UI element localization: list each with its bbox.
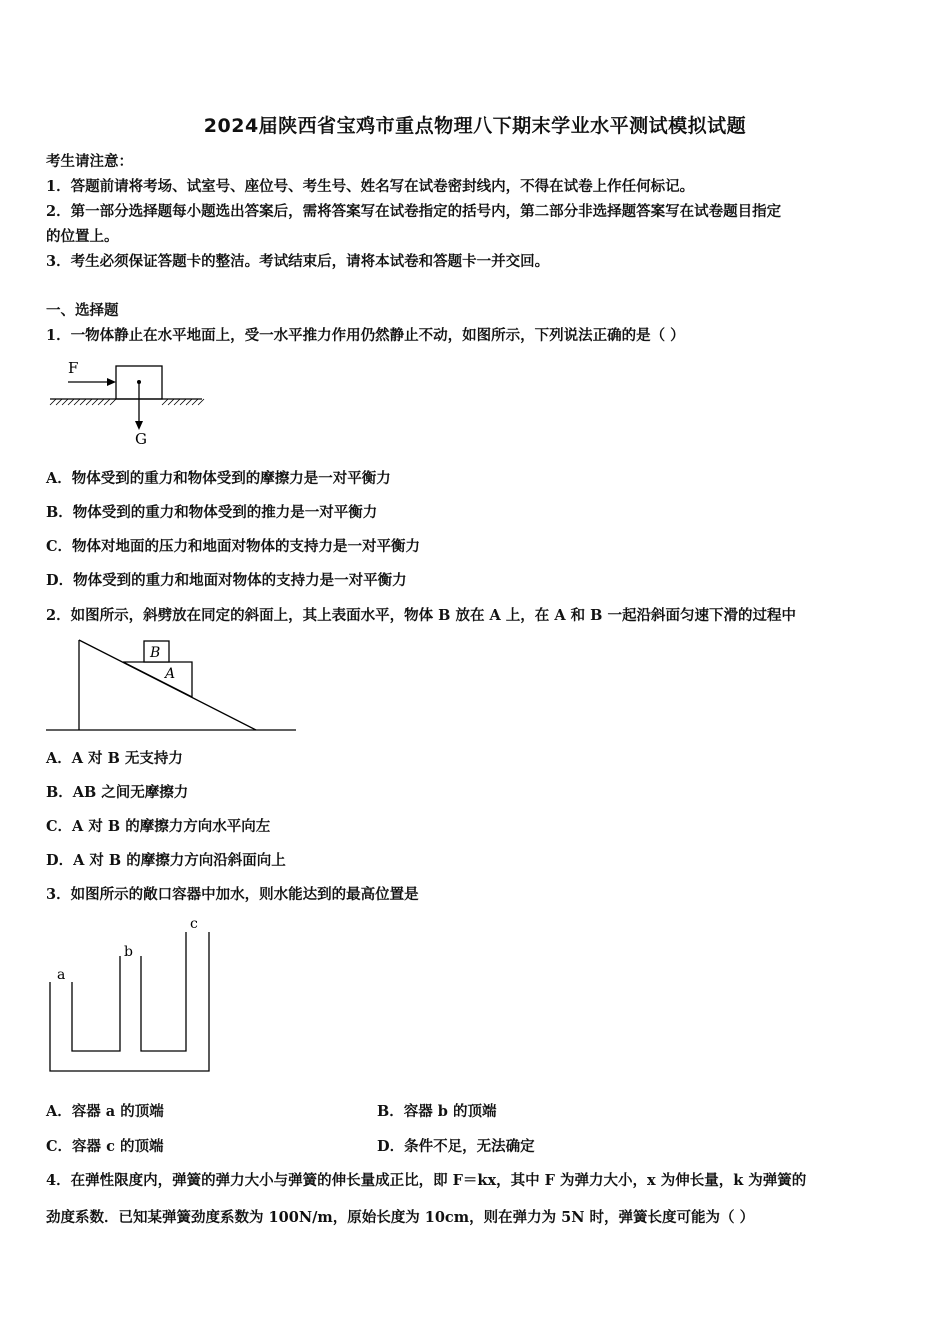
q3-option-c: C．容器 c 的顶端 bbox=[46, 1138, 164, 1155]
q2-option-c: C．A 对 B 的摩擦力方向水平向左 bbox=[46, 818, 271, 835]
q2-figure bbox=[46, 636, 298, 734]
question-3-stem: 3．如图所示的敞口容器中加水，则水能达到的最高位置是 bbox=[46, 886, 419, 903]
q2-option-a: A．A 对 B 无支持力 bbox=[46, 750, 183, 767]
q1-option-c: C．物体对地面的压力和地面对物体的支持力是一对平衡力 bbox=[46, 538, 421, 555]
notice-item: 的位置上。 bbox=[46, 228, 119, 245]
q1-option-b: B．物体受到的重力和物体受到的推力是一对平衡力 bbox=[46, 504, 378, 521]
q2-option-d: D．A 对 B 的摩擦力方向沿斜面向上 bbox=[46, 852, 286, 869]
q3-label-b: b bbox=[124, 944, 133, 960]
q1-figure bbox=[46, 355, 216, 450]
notice-heading: 考生请注意： bbox=[46, 153, 133, 170]
notice-item: 3．考生必须保证答题卡的整洁。考试结束后，请将本试卷和答题卡一并交回。 bbox=[46, 253, 550, 270]
q3-option-d: D．条件不足，无法确定 bbox=[377, 1138, 535, 1155]
notice-item: 1．答题前请将考场、试室号、座位号、考生号、姓名写在试卷密封线内，不得在试卷上作任何标记。 bbox=[46, 178, 695, 195]
notice-item: 2．第一部分选择题每小题选出答案后，需将答案写在试卷指定的括号内，第二部分非选择题答案写在试卷题目指定 bbox=[46, 203, 782, 220]
q1-label-f: F bbox=[68, 359, 79, 377]
q3-label-c: c bbox=[190, 916, 198, 932]
q2-label-b: B bbox=[150, 645, 161, 661]
q1-option-d: D．物体受到的重力和地面对物体的支持力是一对平衡力 bbox=[46, 572, 407, 589]
q3-label-a: a bbox=[57, 967, 66, 983]
q1-label-g: G bbox=[135, 430, 147, 448]
q2-label-a: A bbox=[165, 666, 176, 682]
page-title: 2024届陕西省宝鸡市重点物理八下期末学业水平测试模拟试题 bbox=[203, 115, 747, 137]
q1-option-a: A．物体受到的重力和物体受到的摩擦力是一对平衡力 bbox=[46, 470, 391, 487]
q2-option-b: B．AB 之间无摩擦力 bbox=[46, 784, 189, 801]
question-1-stem: 1．一物体静止在水平地面上，受一水平推力作用仍然静止不动，如图所示，下列说法正确的是（ ） bbox=[46, 327, 685, 344]
question-2-stem: 2．如图所示，斜劈放在同定的斜面上，其上表面水平，物体 B 放在 A 上，在 A 和 B 一起沿斜面匀速下滑的过程中 bbox=[46, 607, 796, 624]
question-4-stem-line1: 4．在弹性限度内，弹簧的弹力大小与弹簧的伸长量成正比，即 F＝kx，其中 F 为弹力大小，x 为伸长量，k 为弹簧的 bbox=[46, 1172, 807, 1189]
q2-wedge-a bbox=[123, 662, 192, 697]
question-4-stem-line2: 劲度系数．已知某弹簧劲度系数为 100N/m，原始长度为 10cm，则在弹力为 5N 时，弹簧长度可能为（ ） bbox=[46, 1209, 755, 1226]
q3-option-b: B．容器 b 的顶端 bbox=[377, 1103, 497, 1120]
section-heading: 一、选择题 bbox=[46, 302, 119, 319]
q3-figure bbox=[46, 912, 216, 1074]
q3-option-a: A．容器 a 的顶端 bbox=[46, 1103, 164, 1120]
